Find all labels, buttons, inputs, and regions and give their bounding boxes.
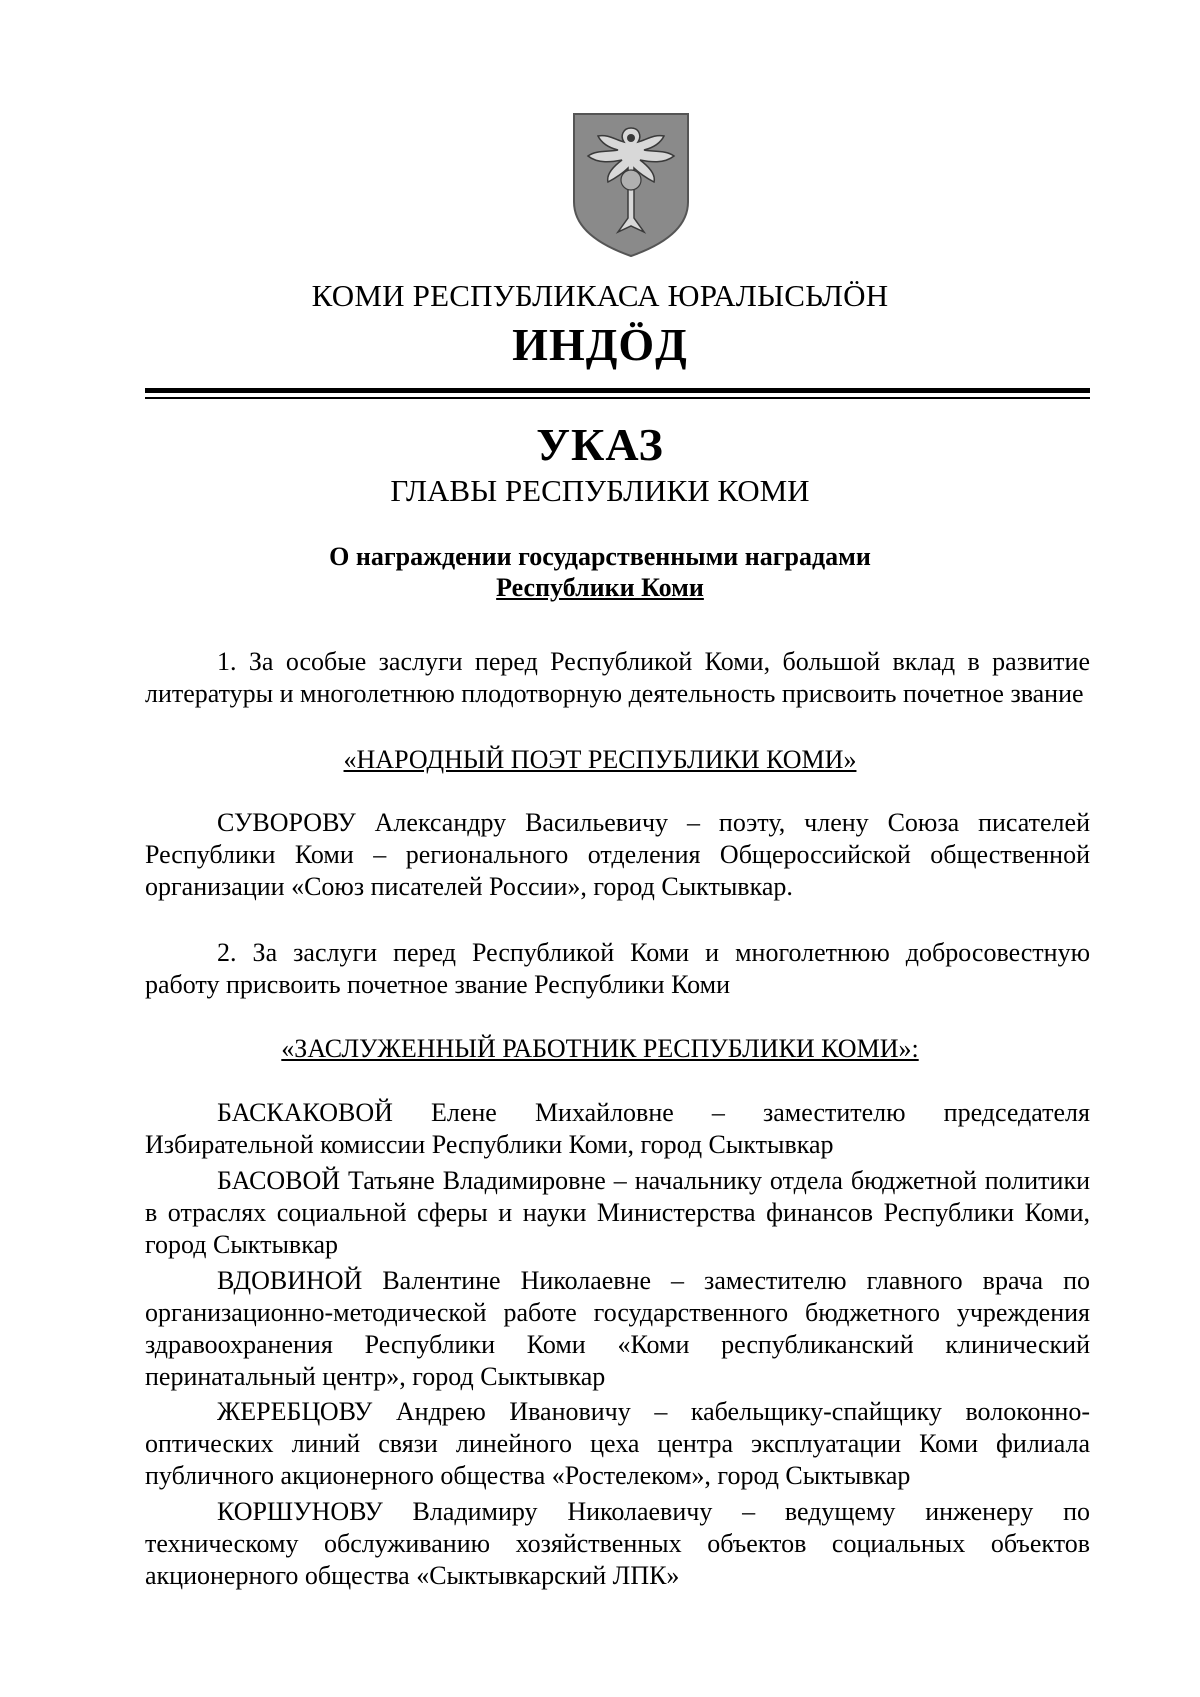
section1-awardee: СУВОРОВУ Александру Васильевичу – поэту, члену Союза писателей Республики Коми – регионального отделения Общероссийской общественной организации «Союз писателей России», город Сыктывкар.	[145, 808, 1090, 901]
header-indod: ИНДӦД	[512, 319, 688, 370]
section2-paragraph: 2. За заслуги перед Республикой Коми и многолетнюю добросовестную работу присвоить почетное звание Республики Коми	[145, 938, 1090, 999]
section2-honor-title: «ЗАСЛУЖЕННЫЙ РАБОТНИК РЕСПУБЛИКИ КОМИ»:	[281, 1034, 919, 1063]
awardee-3: ВДОВИНОЙ Валентине Николаевне – заместителю главного врача по организационно-методической работе государственного бюджетного учреждения здравоохранения Республики Коми «Коми республиканский клинический перинатальный центр», город Сыктывкар	[145, 1266, 1090, 1391]
komi-coat-of-arms-icon	[568, 110, 694, 260]
awardee-1-line1: БАСКАКОВОЙ Елене Михайловне – заместителю председателя	[217, 1098, 1090, 1127]
decree-title-line2: Республики Коми	[496, 573, 704, 602]
header-komi-line: КОМИ РЕСПУБЛИКАСА ЮРАЛЫСЬЛӦН	[311, 278, 889, 313]
decree-title-line1: О награждении государственными наградами	[329, 542, 871, 571]
awardee-5: КОРШУНОВУ Владимиру Николаевичу – ведущему инженеру по техническому обслуживанию хозяйственных объектов социальных объектов акционерного общества «Сыктывкарский ЛПК»	[145, 1497, 1090, 1590]
header-ukaz: УКАЗ	[536, 419, 664, 470]
divider-thick	[145, 388, 1090, 393]
header-glava: ГЛАВЫ РЕСПУБЛИКИ КОМИ	[390, 473, 810, 508]
section1-honor-title: «НАРОДНЫЙ ПОЭТ РЕСПУБЛИКИ КОМИ»	[343, 745, 857, 774]
awardee-1-line2: Избирательной комиссии Республики Коми, город Сыктывкар	[145, 1130, 834, 1159]
section1-paragraph: 1. За особые заслуги перед Республикой Коми, большой вклад в развитие литературы и многолетнюю плодотворную деятельность присвоить почетное звание	[145, 647, 1090, 708]
divider-thin	[145, 397, 1090, 399]
awardee-2: БАСОВОЙ Татьяне Владимировне – начальнику отдела бюджетной политики в отраслях социальной сферы и науки Министерства финансов Республики Коми, город Сыктывкар	[145, 1166, 1090, 1259]
awardee-4: ЖЕРЕБЦОВУ Андрею Ивановичу – кабельщику-спайщику волоконно-оптических линий связи линейного цеха центра эксплуатации Коми филиала публичного акционерного общества «Ростелеком», город Сыктывкар	[145, 1397, 1090, 1490]
